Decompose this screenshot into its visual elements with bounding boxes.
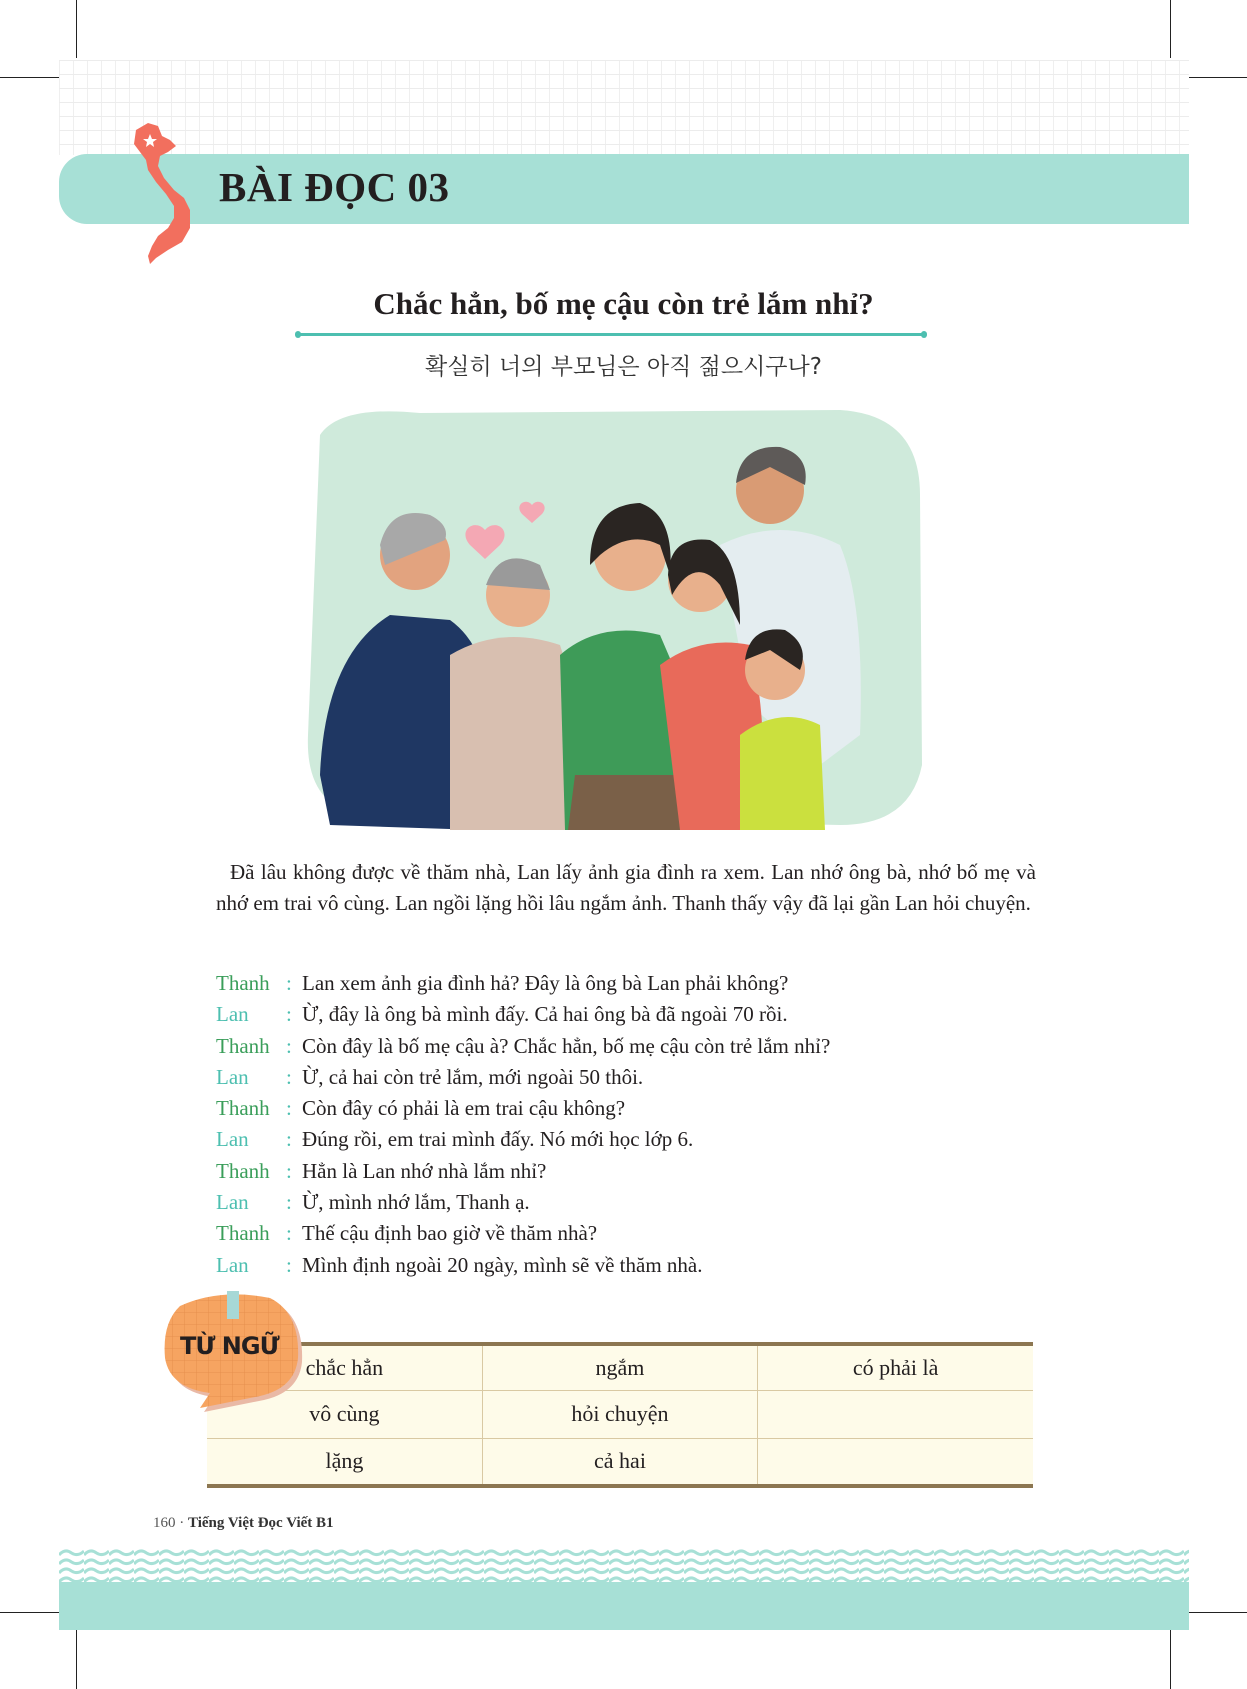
colon: :	[286, 1221, 292, 1246]
colon: :	[286, 971, 292, 995]
vocab-cell: lặng	[207, 1438, 482, 1486]
line-text: Ừ, cả hai còn trẻ lắm, mới ngoài 50 thôi.	[302, 1064, 644, 1089]
crop-mark	[1189, 1612, 1247, 1613]
colon: :	[286, 1158, 292, 1183]
speaker: Lan	[216, 1190, 249, 1215]
table-row	[207, 1390, 1033, 1438]
vocab-table	[207, 1342, 1033, 1488]
crop-mark	[0, 77, 59, 78]
vocab-cell	[758, 1390, 1033, 1438]
reading-title: Chắc hẳn, bố mẹ cậu còn trẻ lắm nhỉ?	[373, 286, 874, 321]
vocab-cell: vô cùng	[207, 1390, 482, 1438]
colon: :	[286, 1252, 292, 1277]
intro-paragraph: Đã lâu không được về thăm nhà, Lan lấy ảnh gia đình ra xem. Lan nhớ ông bà, nhớ bố mẹ và nhớ em trai vô cùng. Lan ngồi lặng hồi lâu ngắm ảnh. Thanh thấy vậy đã lại gần Lan hỏi chuyện.	[216, 860, 1036, 915]
line-text: Lan xem ảnh gia đình hả? Đây là ông bà Lan phải không?	[302, 971, 789, 995]
page-footer	[153, 1515, 334, 1532]
vietnam-map-icon	[128, 118, 208, 268]
dialog-line	[216, 1218, 830, 1249]
korean-subtitle: 확실히 너의 부모님은 아직 젊으시구나?	[425, 354, 822, 380]
dialog-line	[216, 1062, 830, 1093]
wave-pattern	[59, 1548, 1189, 1584]
colon: :	[286, 1096, 292, 1121]
line-text: Mình định ngoài 20 ngày, mình sẽ về thăm nhà.	[302, 1252, 703, 1277]
vocab-cell: chắc hẳn	[305, 1354, 384, 1380]
colon: :	[286, 1002, 292, 1027]
colon: :	[286, 1033, 292, 1058]
dialog-line	[216, 1124, 830, 1155]
vocab-cell: ngắm	[482, 1344, 757, 1390]
colon: :	[286, 1064, 292, 1089]
speaker: Thanh	[216, 1096, 270, 1121]
family-illustration	[300, 405, 925, 840]
dialog-line	[216, 968, 830, 999]
line-text: Ừ, mình nhớ lắm, Thanh ạ.	[302, 1190, 530, 1215]
footer-band	[59, 1582, 1189, 1630]
speaker: Thanh	[216, 1033, 270, 1058]
vocab-cell	[758, 1438, 1033, 1486]
crop-mark	[1189, 77, 1247, 78]
line-text: Đúng rồi, em trai mình đấy. Nó mới học lớp 6.	[302, 1127, 694, 1152]
line-text: Ừ, đây là ông bà mình đấy. Cả hai ông bà đã ngoài 70 rồi.	[302, 1002, 788, 1027]
grid-background	[59, 60, 1189, 155]
dialog-line	[216, 999, 830, 1030]
dialog	[216, 968, 830, 1281]
colon: :	[286, 1127, 292, 1152]
speaker: Thanh	[216, 1221, 270, 1246]
crop-mark	[76, 1630, 77, 1689]
line-text: Hẳn là Lan nhớ nhà lắm nhỉ?	[302, 1158, 547, 1183]
crop-mark	[76, 0, 77, 58]
dialog-line	[216, 1250, 830, 1281]
speaker: Lan	[216, 1064, 249, 1089]
line-text: Còn đây là bố mẹ cậu à? Chắc hẳn, bố mẹ cậu còn trẻ lắm nhỉ?	[302, 1033, 831, 1058]
dialog-line	[216, 1187, 830, 1218]
vocab-cell: có phải là	[758, 1344, 1033, 1390]
vocab-tag-icon	[160, 1288, 305, 1438]
speaker: Lan	[216, 1002, 249, 1027]
speaker: Thanh	[216, 1158, 270, 1183]
speaker: Lan	[216, 1127, 249, 1152]
lesson-title: BÀI ĐỌC 03	[219, 164, 450, 210]
line-text: Còn đây có phải là em trai cậu không?	[302, 1096, 626, 1121]
crop-mark	[1170, 0, 1171, 58]
table-row	[207, 1438, 1033, 1486]
crop-mark	[1170, 1630, 1171, 1689]
page-number: 160	[153, 1515, 176, 1531]
title-divider	[297, 333, 925, 336]
vocab-cell: cả hai	[482, 1438, 757, 1486]
dialog-line	[216, 1031, 830, 1062]
vocab-label: TỪ NGỮ	[180, 1332, 279, 1360]
footer-separator: ·	[175, 1515, 188, 1531]
speaker: Thanh	[216, 971, 270, 995]
book-title: Tiếng Việt Đọc Viết B1	[188, 1515, 334, 1531]
colon: :	[286, 1190, 292, 1215]
speaker: Lan	[216, 1252, 249, 1277]
dialog-line	[216, 1093, 830, 1124]
vocab-cell: hỏi chuyện	[482, 1390, 757, 1438]
dialog-line	[216, 1156, 830, 1187]
crop-mark	[0, 1612, 59, 1613]
line-text: Thế cậu định bao giờ về thăm nhà?	[302, 1221, 598, 1246]
table-row	[207, 1344, 1033, 1390]
